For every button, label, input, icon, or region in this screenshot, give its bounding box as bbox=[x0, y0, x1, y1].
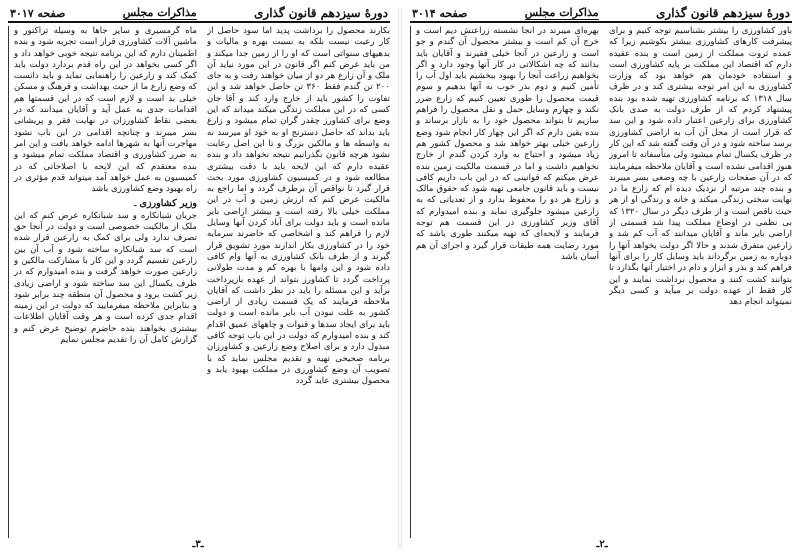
page-left bbox=[0, 0, 396, 556]
page-header bbox=[8, 4, 390, 23]
text-column-right bbox=[609, 26, 792, 538]
paragraph: جریان شبانکاره و سد شبانکاره عرض کنم که این ملک از مالکیت خصوصی است و دولت در آنجا حق تصرف ندارد ولی برای کمک به زارعین قرار شده است که سد شبانکاره ساخته شود و آب آن بین زارعین تقسیم گردد و این کار با مشارکت مالکین و زارعین صورت خواهد گرفت و بنده امیدوارم که در ظرف یکسال این سد ساخته شود و اراضی زیادی زیر کشت برود و محصول آن منطقه چند برابر شود و بنابراین ملاحظه میفرمایید که دولت در این زمینه اقدام جدی کرده است و هر وقت آقایان اطلاعات بیشتری بخواهند بنده حاضرم توضیح عرض کنم و گزارش کامل آن را تقدیم مجلس نمایم bbox=[14, 210, 197, 346]
text-column-right bbox=[207, 26, 390, 538]
paragraph: بهره‌ای میبرند در آنجا نشسته زراعتش دیم است و خرج آن کم است و بیشتر محصول آن گندم و جو است و زارعین در آنجا خیلی فقیرند و آقایان باید بدانند که چه اشکالاتی در کار آنها وجود دارد و اگر بخواهیم زراعت آنجا را بهبود ببخشیم باید اول آب را تأمین کنیم و دوم بذر خوب به آنها بدهیم و سوم قیمت محصول را طوری تعیین کنیم که زارع ضرر نکند و چهارم وسایل حمل و نقل محصول را فراهم سازیم تا بتواند محصول خود را به بازار برساند و بنده یقین دارم که اگر این چهار کار انجام شود وضع زارعین خیلی بهتر خواهد شد و محصول کشور هم زیاد میشود و احتیاج به وارد کردن گندم از خارج نخواهیم داشت و اما در قسمت مالکیت زمین بنده عرض میکنم که قوانینی که در این باب داریم کافی نیست و باید قانون جامعی تهیه شود که حقوق مالک و زارع هر دو را محفوظ بدارد و از تعدیاتی که به زارعین میشود جلوگیری نماید و بنده امیدوارم که آقای وزیر کشاورزی در این قسمت هم توجه فرمایند و لایحه‌ای که تهیه میکنند طوری باشد که مورد رضایت همه طبقات قرار گیرد و اجرای آن هم آسان باشد bbox=[416, 26, 599, 262]
book-gutter bbox=[398, 8, 402, 548]
text-column-left bbox=[410, 26, 599, 538]
speaker-name: وزیر کشاورزی bbox=[139, 198, 197, 210]
page-header bbox=[410, 4, 792, 23]
page-right bbox=[404, 0, 800, 556]
page-footer-number: ـ۲ـ bbox=[596, 539, 608, 550]
paragraph: ماه گرمسیری و سایر جاها به وسیله تراکتور و ماشین آلات کشاورزی قرار است تجربه شود و بنده اطمینان دارم که این برنامه نتیجه خوبی خواهد داد و اگر کسی بخواهد در این راه قدم بردارد دولت باید کمک کند و زارعین را راهنمایی نماید و باید دانست که وضع زارع ما از حیث بهداشت و فرهنگ و مسکن خیلی بد است و لازم است که در این قسمتها هم اقدامات جدی به عمل آید و آقایان میدانند که در بعضی نقاط کشاورزان در نهایت فقر و پریشانی بسر میبرند و چنانچه اقدامی در این باب نشود مهاجرت آنها به شهرها ادامه خواهد یافت و این امر به ضرر کشاورزی و اقتصاد مملکت تمام میشود و بنده معتقدم که این لایحه با اصلاحاتی که در کمیسیون به عمل خواهد آمد میتواند قدم مؤثری در راه بهبود وضع کشاورزی باشد bbox=[14, 26, 197, 195]
header-page-number: صفحه ۳۰۱۷ bbox=[10, 7, 66, 20]
speaker-heading bbox=[14, 198, 197, 209]
header-subtitle: مذاکرات مجلس bbox=[122, 6, 197, 19]
speaker-separator: ـ bbox=[133, 198, 140, 210]
page-footer-number: ـ۳ـ bbox=[192, 539, 204, 550]
text-columns bbox=[410, 26, 792, 538]
paragraph: بکارند محصول را برداشت پدید اما سود حاصل از کار رعیت نیست بلکه به نسبت بهره و مالیات و بدهیهای سنواتی است که او را از زمین جدا میکند و من باید عرض کنم اگر قانون در این مورد نیاید آن ملک و آن زارع هر دو از میان خواهند رفت و به جای ۲۰۰ تن گندم فقط ۳۶۰ تن حاصل خواهد شد و این تفاوت را کشور باید از خارج وارد کند و آقا جان کسی که در این مملکت زندگی میکند میداند که این وضع برای کشاورز چقدر گران تمام میشود و زارع باید بداند که حاصل دسترنج او به خود او میرسد نه به واسطه ها و مالکین بزرگ و تا این اصل رعایت نشود هرچه قانون بگذرانیم نتیجه نخواهد داد و بنده عقیده دارم که این لایحه باید با دقت بیشتری مطالعه شود و در کمیسیون کشاورزی مورد بحث قرار گیرد تا نواقص آن برطرف گردد و اما راجع به مالکیت عرض کنم که ارزش زمین و آب در این مملکت خیلی بالا رفته است و بیشتر اراضی بایر مانده است و باید دولت برای آباد کردن آنها وسایل لازم را فراهم کند و اشخاصی که حاضرند سرمایه خود را در کشاورزی بکار اندازند مورد تشویق قرار گیرند و از طرف بانک کشاورزی به آنها وام کافی داده شود و این وامها با بهره کم و مدت طولانی پرداخت گردد تا کشاورز بتواند از عهده بازپرداخت برآید و این مسئله را باید در نظر داشت که آقایان ملاحظه فرمایند که یک قسمت زیادی از اراضی کشور به علت نبودن آب بایر مانده است و دولت باید برای ایجاد سدها و قنوات و چاههای عمیق اقدام کند و بنده امیدوارم که دولت در این باب توجه کافی مبذول دارد و برای اصلاح وضع زارعین و کشاورزان برنامه صحیحی تهیه و تقدیم مجلس نماید که با تصویب آن وضع کشاورزی در مملکت بهبود یابد و محصول بیشتری عاید گردد bbox=[207, 26, 390, 387]
header-title: دورهٔ سیزدهم قانون گذاری bbox=[656, 6, 790, 20]
header-title: دورهٔ سیزدهم قانون گذاری bbox=[254, 6, 388, 20]
text-column-left bbox=[8, 26, 197, 538]
header-subtitle: مذاکرات مجلس bbox=[524, 6, 599, 19]
paragraph: باور کشاورزی را بیشتر بشناسیم توجه کنیم و برای پیشرفت کارهای کشاورزی بیشتر بکوشیم زیرا که عمده ثروت مملکت از زمین است و بنده عقیده دارم که اقتصاد این مملکت بر پایه کشاورزی است و استفاده خودمان هم خواهد بود که وزارت کشاورزی به این امر توجه بیشتری کند و در ظرف سال ۱۳۱۸ که برنامه کشاورزی تهیه شده بود بنده پیشنهاد کردم که از طرف دولت به صدی بانک کشاورزی برای زارعین اعتبار داده شود و این سد که قرار است از محل آن آب به اراضی کشاورزی برسد ساخته شود و در آن وقت گفته شد که این کار در ظرف یکسال تمام میشود ولی متأسفانه تا امروز هنوز اقدامی نشده است و آقایان ملاحظه میفرمایند که در آن صفحات زارعین با چه وضعی بسر میبرند و بنده چند مرتبه از نزدیک دیده ام که زارع ما در نهایت سختی زندگی میکند و خانه و زندگی او از هر حیث ناقص است و از طرف دیگر در سال ۱۳۲۰ که بی نظمی در اوضاع مملکت پیدا شد قسمتی از اراضی بایر ماند و آقایان میدانند که آب کم شد و زارعین متفرق شدند و حالا اگر دولت بخواهد آنها را دوباره به زمین برگرداند باید وسایل کار را برای آنها فراهم کند و بذر و ابزار و دام در اختیار آنها بگذارد تا بتوانند کشت کنند و محصول برداشت نمایند و این کار فقط از عهده دولت بر میآید و کسی دیگر نمیتواند انجام دهد bbox=[609, 26, 792, 308]
header-page-number: صفحه ۳۰۱۴ bbox=[412, 7, 468, 20]
text-columns bbox=[8, 26, 390, 538]
